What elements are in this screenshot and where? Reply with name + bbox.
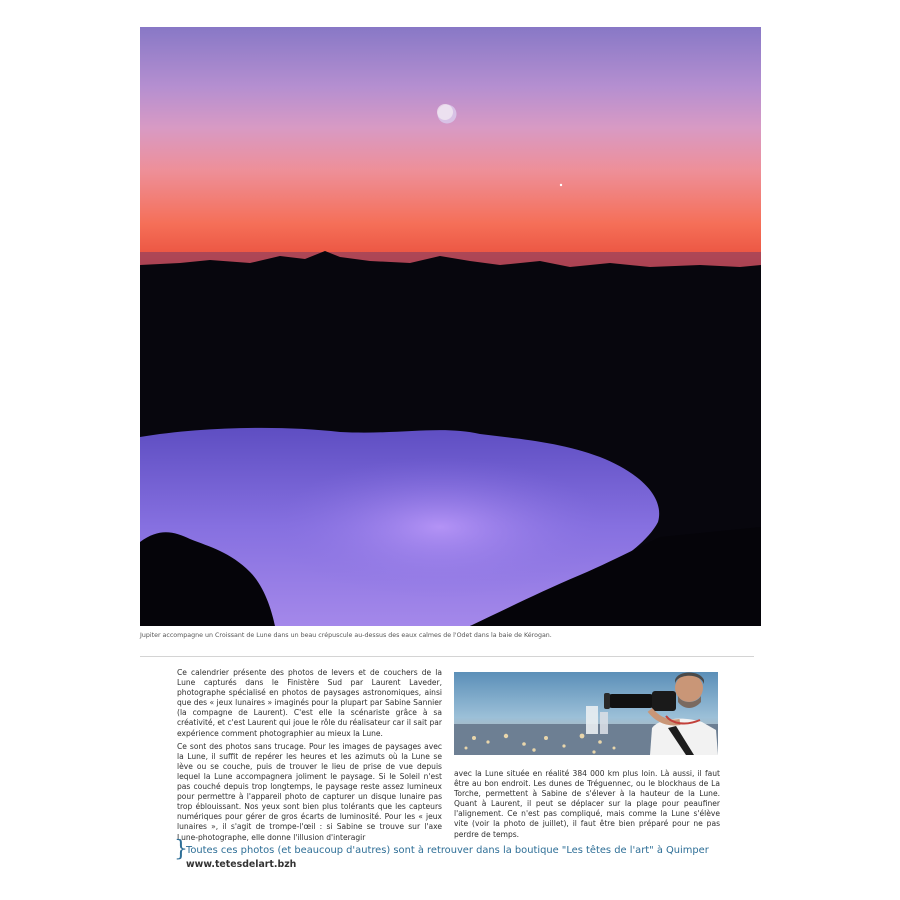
moon-landscape-image xyxy=(140,27,761,626)
divider xyxy=(140,656,754,657)
main-photo xyxy=(140,27,761,626)
jupiter xyxy=(560,184,562,186)
article-column-right xyxy=(454,769,720,840)
website-link[interactable]: www.tetesdelart.bzh xyxy=(186,859,297,870)
photographer-image xyxy=(454,672,718,755)
promo-text: Toutes ces photos (et beaucoup d'autres) sont à retrouver dans la boutique "Les têtes de l'art" à Quimper xyxy=(186,845,709,856)
paragraph-3: avec la Lune située en réalité 384 000 km plus loin. Là aussi, il faut être au bon endroit. Les dunes de Tréguennec, ou le blockhaus de La Torche, permettent à Sabine de s'élever à la hauteur de la Lune. Quant à Laurent, il peut se déplacer sur la plage pour peaufiner l'alignement. Ce n'est pas compliqué, mais comme la Lune s'élève vite (voir la photo de juillet), il faut être bien préparé pour ne pas perdre de temps. xyxy=(454,769,720,839)
photo-caption: Jupiter accompagne un Croissant de Lune dans un beau crépuscule au-dessus des eaux calmes de l'Odet dans la baie de Kérogan. xyxy=(140,632,552,639)
brace-icon: } xyxy=(174,837,188,862)
paragraph-2: Ce sont des photos sans trucage. Pour les images de paysages avec la Lune, il suffit de repérer les heures et les azimuts où la Lune se lève ou se couche, puis de trouver le lieu de prise de vue depuis lequel la Lune accompagnera joliment le paysage. Si le Soleil n'est pas couché depuis trop longtemps, le paysage reste assez lumineux pour permettre à l'appareil photo de capturer un disque lunaire pas trop éblouissant. Nos yeux sont bien plus tolérants que les capteurs numériques pour gérer de gros écarts de luminosité. Pour les « jeux lunaires », il s'agit de trompe-l'œil : si Sabine se trouve sur l'axe Lune-photographe, elle donne l'illusion d'interagir xyxy=(177,741,442,842)
article-column-left xyxy=(177,668,442,846)
photographer-photo xyxy=(454,672,718,755)
sky xyxy=(140,27,761,267)
paragraph-1: Ce calendrier présente des photos de levers et de couchers de la Lune capturés dans le Finistère Sud par Laurent Laveder, photographe spécialisé en photos de paysages astronomiques, ainsi que des « jeux lunaires » imaginés pour la plupart par Sabine Sannier (la compagne de Laurent). C'est elle la scénariste grâce à sa créativité, et c'est Laurent qui joue le rôle du réalisateur car il sait par expérience comment photographier au mieux la Lune. xyxy=(177,668,442,738)
